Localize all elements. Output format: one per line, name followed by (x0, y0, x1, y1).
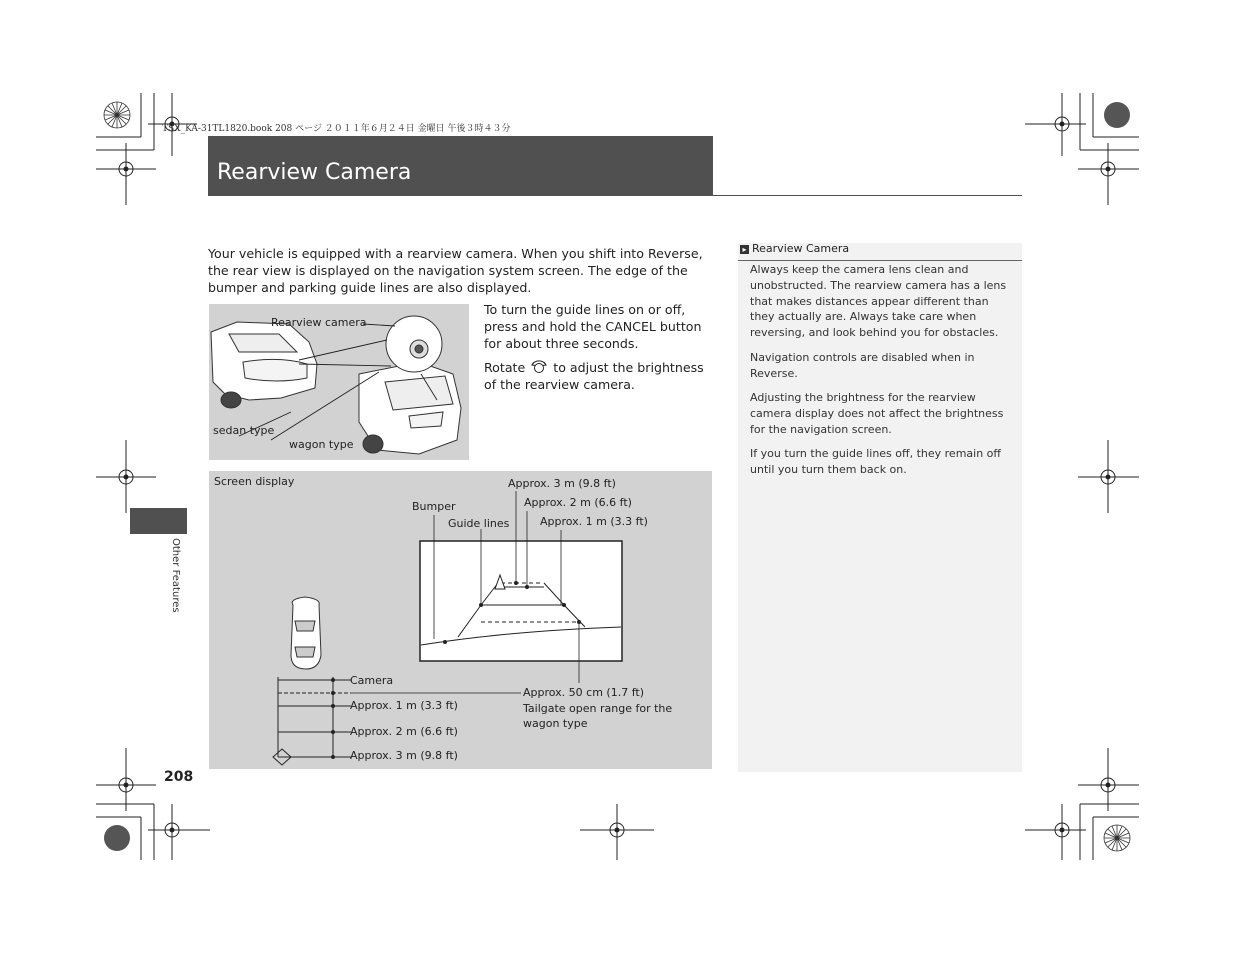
selector-knob-icon (529, 359, 549, 375)
rearview-camera-label: Rearview camera (271, 316, 367, 329)
print-header: TSX_KA-31TL1820.book 208 ページ ２０１１年６月２４日 金曜日 午後３時４３分 (162, 124, 511, 134)
approx-1m-left-label: Approx. 1 m (3.3 ft) (350, 699, 458, 712)
vehicle-camera-figure (209, 304, 469, 460)
sidebar-note-3: Adjusting the brightness for the rearview camera display does not affect the brightness for the navigation screen. (750, 391, 1004, 436)
approx-50cm-label: Approx. 50 cm (1.7 ft) (523, 686, 644, 699)
sedan-type-label: sedan type (213, 424, 275, 437)
approx-3m-left-label: Approx. 3 m (9.8 ft) (350, 749, 458, 762)
brightness-text-after: to adjust the brightness of the rearview camera. (484, 360, 704, 392)
page-number: 208 (164, 769, 194, 785)
sidebar-note-4: If you turn the guide lines off, they remain off until you turn them back on. (750, 447, 1001, 476)
approx-2m-top-label: Approx. 2 m (6.6 ft) (524, 496, 632, 509)
screen-frame (420, 541, 622, 661)
bumper-label: Bumper (412, 500, 456, 513)
tailgate-label-line2: wagon type (523, 717, 588, 730)
sidebar-note-2: Navigation controls are disabled when in Reverse. (750, 351, 975, 380)
approx-1m-top-label: Approx. 1 m (3.3 ft) (540, 515, 648, 528)
car-top-view (291, 597, 321, 669)
intro-paragraph: Your vehicle is equipped with a rearview camera. When you shift into Reverse, the rear view is displayed on the navigation system screen. The edge of the bumper and parking guide lines are also displayed. (208, 246, 703, 295)
guide-lines-paragraph: To turn the guide lines on or off, press and hold the CANCEL button for about three seconds. (484, 302, 702, 351)
guide-lines-label: Guide lines (448, 517, 510, 530)
approx-2m-left-label: Approx. 2 m (6.6 ft) (350, 725, 458, 738)
brightness-text-before: Rotate (484, 360, 526, 375)
page-title: Rearview Camera (217, 160, 412, 185)
brightness-paragraph (484, 359, 714, 393)
chapter-tab (130, 508, 187, 534)
title-rule (713, 195, 1022, 196)
sidebar-heading: Rearview Camera (752, 242, 850, 255)
screen-display-figure (209, 471, 712, 769)
camera-label: Camera (350, 674, 394, 687)
screen-display-title: Screen display (214, 475, 295, 488)
wagon-type-label: wagon type (289, 438, 354, 451)
sidebar-note-1: Always keep the camera lens clean and unobstructed. The rearview camera has a lens that makes distances appear different than they actually are. Always take care when reversing, and look behind you for obstacles. (750, 263, 1007, 340)
approx-3m-top-label: Approx. 3 m (9.8 ft) (508, 477, 616, 490)
chapter-tab-label: Other Features (170, 538, 181, 613)
tailgate-label-line1: Tailgate open range for the (523, 702, 673, 715)
reference-arrow-icon: ▸ (740, 245, 749, 254)
